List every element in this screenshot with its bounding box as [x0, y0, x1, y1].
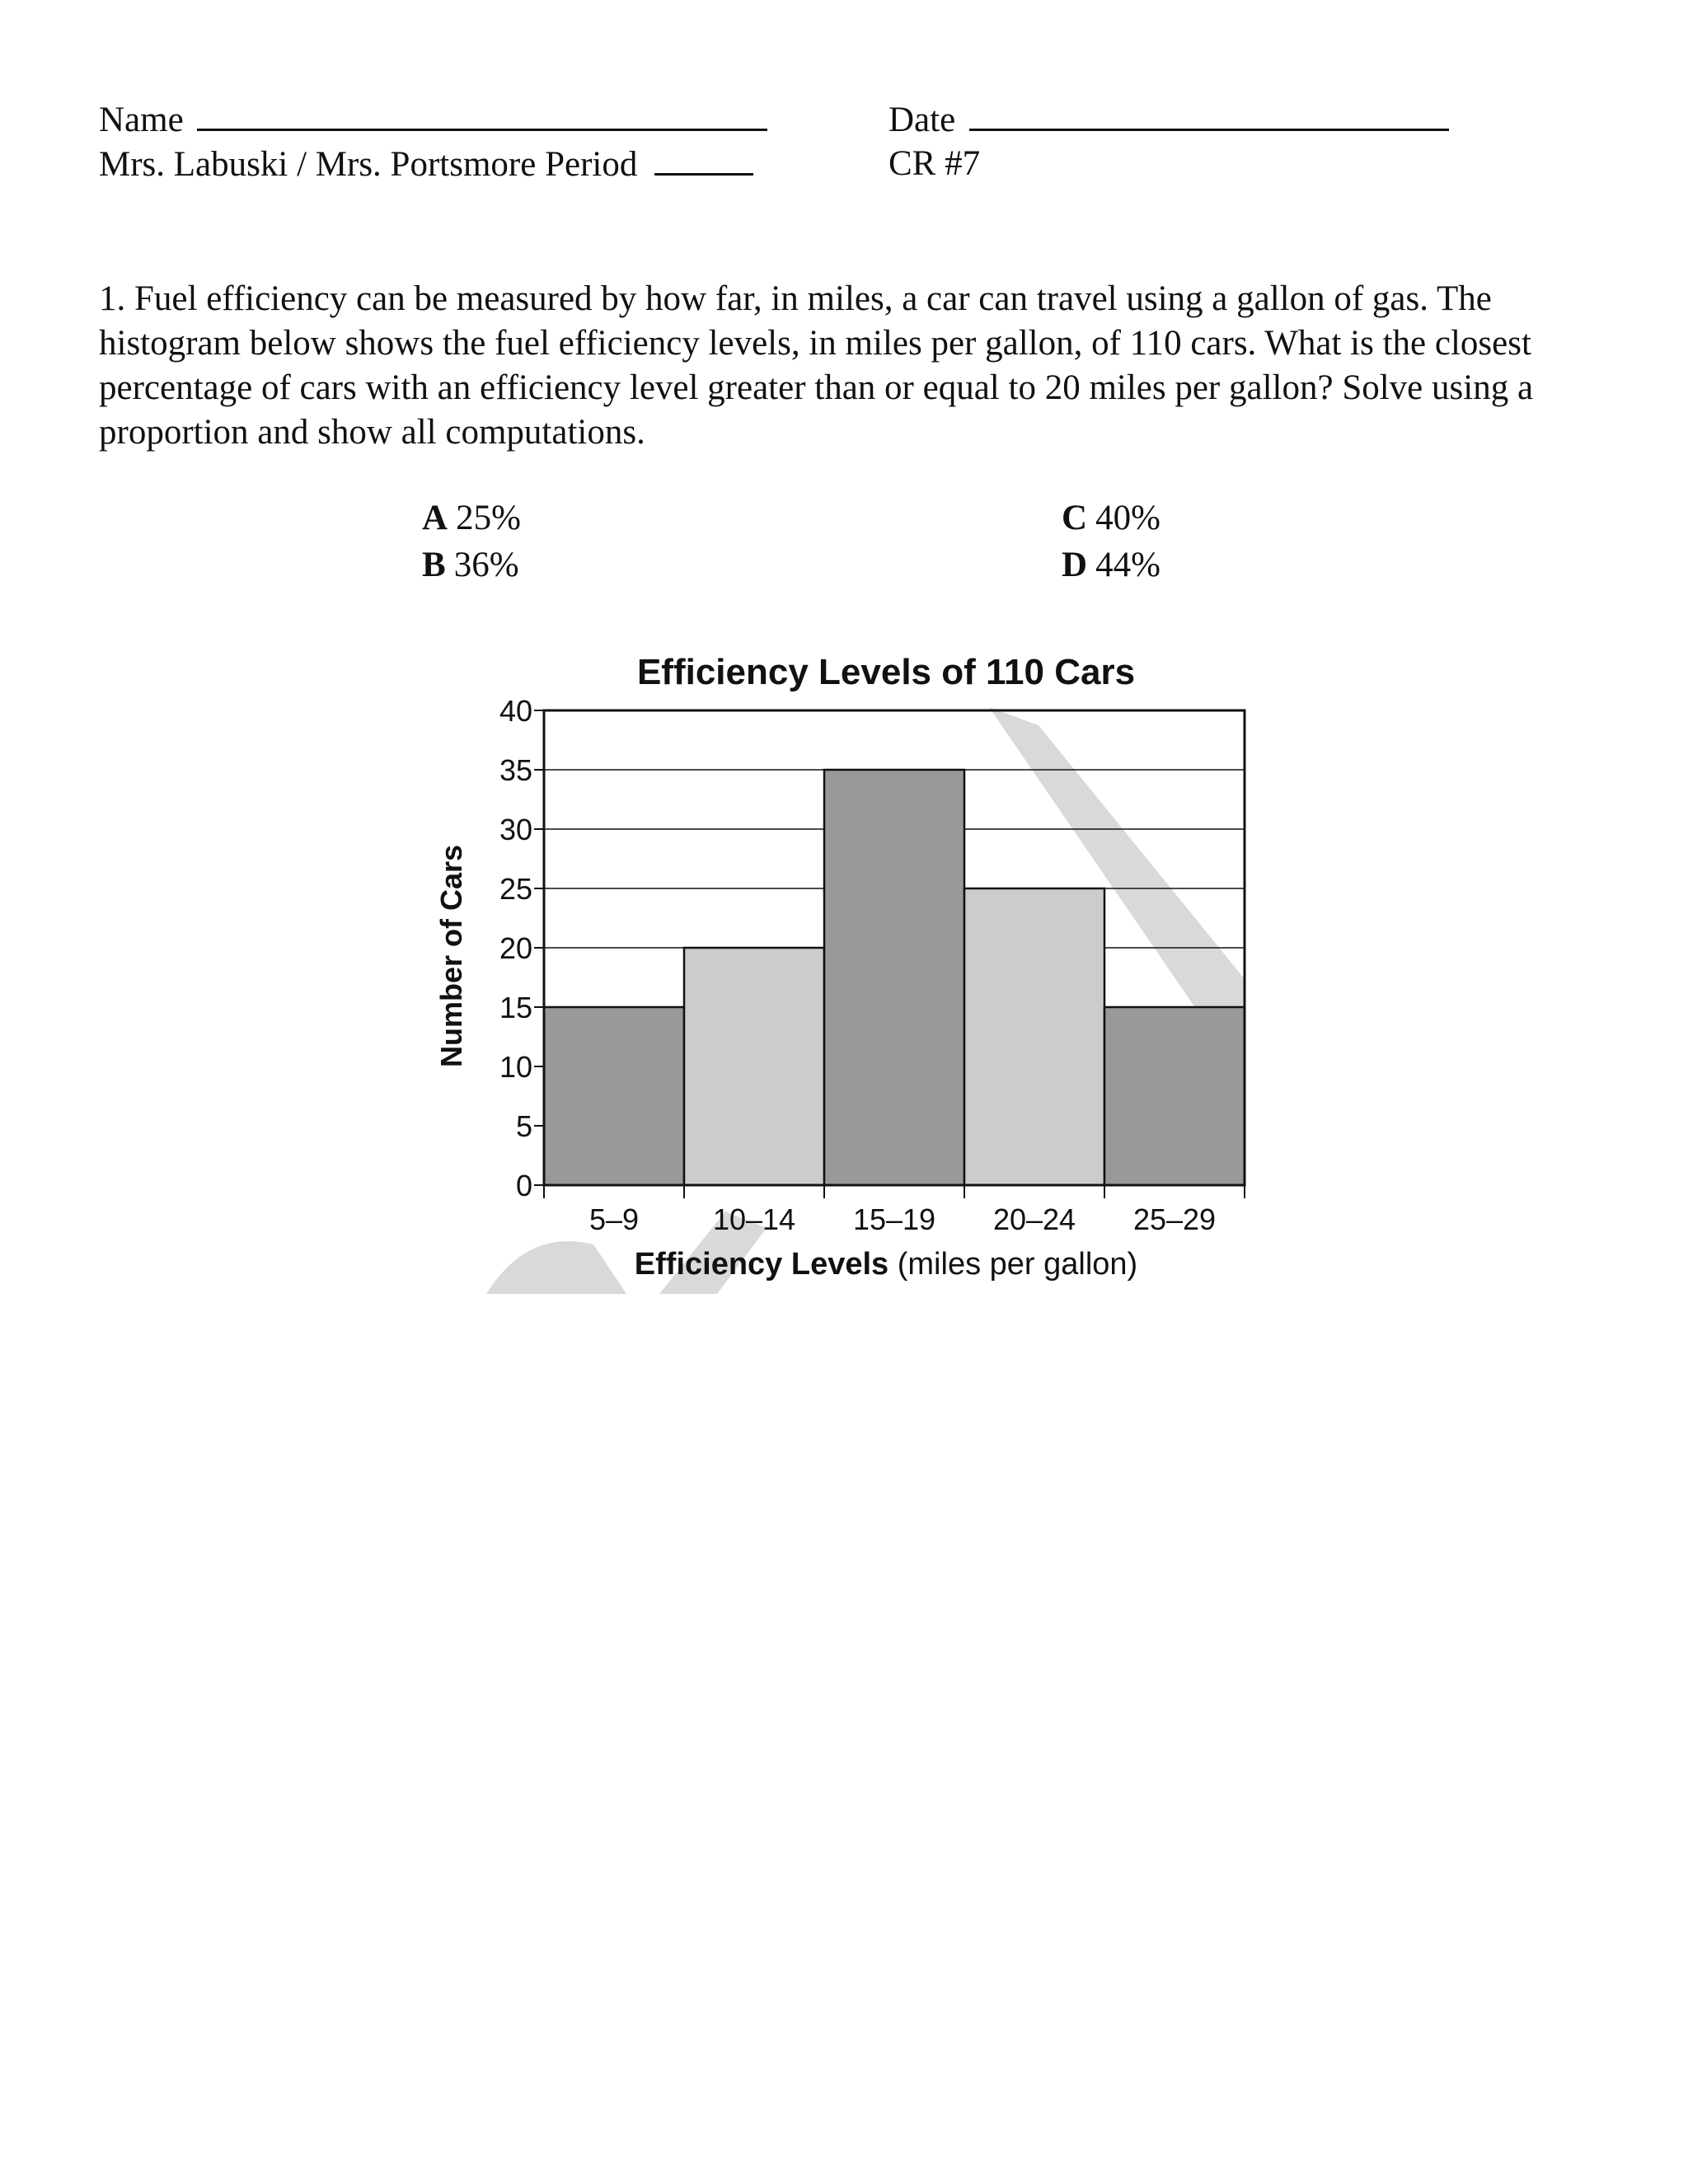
- x-axis-label-bold: Efficiency Levels: [634, 1247, 889, 1282]
- y-tick-label: 15: [499, 991, 532, 1024]
- assignment-id: CR #7: [889, 144, 981, 183]
- y-tick-label: 0: [515, 1169, 532, 1202]
- x-axis-label-rest: (miles per gallon): [897, 1247, 1138, 1282]
- choice-d[interactable]: [1062, 543, 1160, 588]
- x-tick-label: 25–29: [1132, 1202, 1217, 1236]
- question-text: 1. Fuel efficiency can be measured by how far, in miles, a car can travel using a gallon of gas. The histogram below shows the fuel efficiency levels, in miles per gallon, of 110 cars. What is the closest percentage of cars with an efficiency level greater than or equal to 20 miles per gallon? Solve using a proportion and show all computations.: [99, 279, 1534, 452]
- bar-5–9: [544, 1007, 684, 1185]
- period-blank[interactable]: [654, 142, 753, 176]
- choice-b-letter: B: [422, 546, 446, 584]
- period-line: [99, 142, 753, 187]
- x-tick-label: 10–14: [712, 1202, 796, 1236]
- choice-b[interactable]: [422, 543, 519, 588]
- name-line: [99, 97, 767, 143]
- y-tick-label: 25: [499, 872, 532, 906]
- choice-c[interactable]: [1062, 496, 1160, 541]
- choice-d-letter: D: [1062, 546, 1088, 584]
- y-tick-label: 10: [499, 1050, 532, 1084]
- y-tick-label: 5: [515, 1109, 532, 1143]
- choice-b-value: 36%: [453, 546, 519, 584]
- bar-10–14: [684, 948, 824, 1185]
- y-tick-label: 35: [499, 753, 532, 787]
- chart-bars: [544, 770, 1245, 1185]
- name-blank[interactable]: [197, 97, 767, 131]
- bar-20–24: [964, 888, 1104, 1185]
- x-tick-label: 15–19: [852, 1202, 936, 1236]
- date-label: Date: [889, 101, 956, 139]
- choice-a-value: 25%: [456, 499, 521, 537]
- name-label: Name: [99, 101, 184, 139]
- x-axis-label: [635, 1247, 1137, 1282]
- y-axis: [499, 694, 544, 1202]
- chart-title: Efficiency Levels of 110 Cars: [636, 652, 1136, 692]
- choice-a[interactable]: [422, 496, 521, 541]
- x-axis-label-units: [889, 1247, 898, 1282]
- y-tick-label: 20: [499, 931, 532, 965]
- y-tick-label: 40: [499, 694, 532, 728]
- x-tick-label: 5–9: [588, 1202, 640, 1236]
- histogram-chart: [412, 635, 1286, 1294]
- bar-25–29: [1104, 1007, 1245, 1185]
- choice-c-letter: C: [1062, 499, 1088, 537]
- bar-15–19: [824, 770, 964, 1185]
- choice-d-value: 44%: [1095, 546, 1160, 584]
- date-line: [889, 97, 1449, 143]
- choice-a-letter: A: [422, 499, 448, 537]
- y-tick-label: 30: [499, 813, 532, 846]
- choice-c-value: 40%: [1095, 499, 1160, 537]
- y-axis-label: Number of Cars: [434, 844, 468, 1068]
- x-axis: [544, 1185, 1245, 1236]
- date-blank[interactable]: [969, 97, 1449, 131]
- x-tick-label: 20–24: [992, 1202, 1076, 1236]
- watermark-stroke: [486, 1241, 626, 1294]
- period-label: Mrs. Labuski / Mrs. Portsmore Period: [99, 145, 638, 184]
